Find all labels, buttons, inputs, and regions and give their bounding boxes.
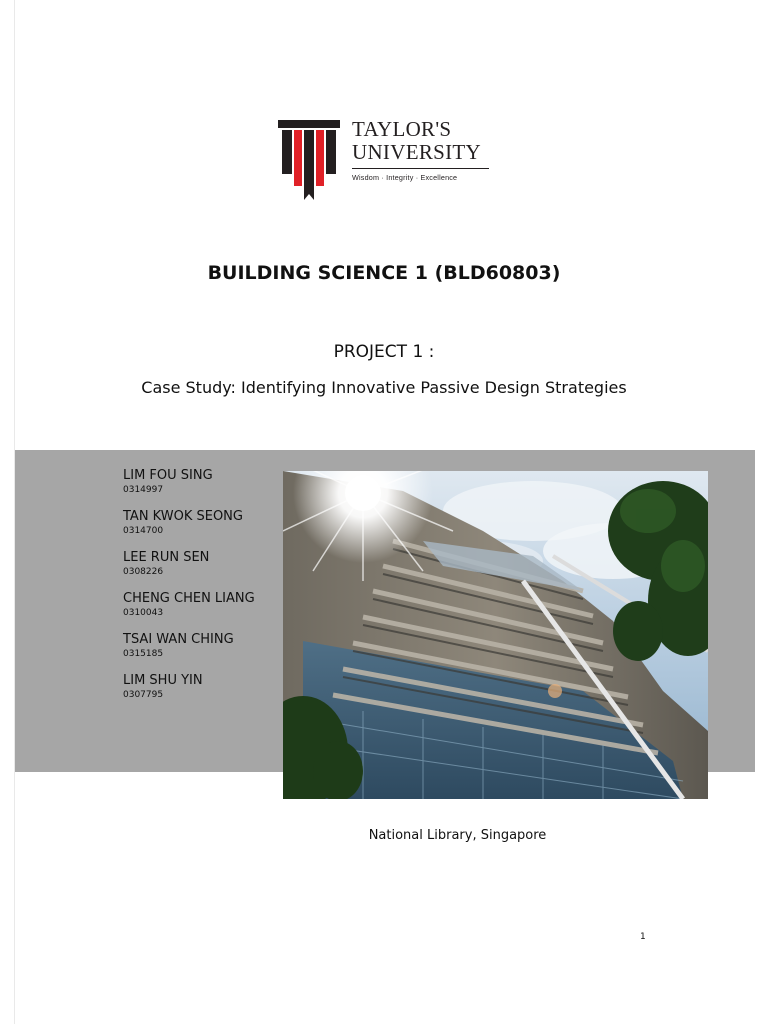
university-logo bbox=[278, 118, 493, 200]
member-list bbox=[123, 468, 283, 714]
member-item bbox=[123, 673, 283, 701]
photo-caption: National Library, Singapore bbox=[368, 828, 547, 843]
member-name: CHENG CHEN LIANG bbox=[123, 591, 255, 606]
page-number: 1 bbox=[640, 932, 646, 942]
building-photo bbox=[283, 471, 708, 799]
logo-tagline: Wisdom · Integrity · Excellence bbox=[352, 173, 458, 182]
project-title: PROJECT 1 : bbox=[333, 342, 435, 362]
member-id: 0307795 bbox=[123, 690, 164, 700]
member-name: LIM SHU YIN bbox=[123, 673, 203, 688]
member-name: TAN KWOK SEONG bbox=[123, 509, 243, 524]
member-id: 0314997 bbox=[123, 485, 164, 495]
member-name: TSAI WAN CHING bbox=[123, 632, 234, 647]
project-subtitle: Case Study: Identifying Innovative Passive Design Strategies bbox=[141, 378, 627, 397]
member-id: 0308226 bbox=[123, 567, 164, 577]
building-photo-illustration bbox=[283, 471, 708, 799]
member-item bbox=[123, 468, 283, 496]
member-name: LEE RUN SEN bbox=[123, 550, 210, 565]
logo-mark-icon bbox=[278, 118, 340, 200]
logo-line-2: UNIVERSITY bbox=[352, 140, 481, 164]
logo-line-1: TAYLOR'S bbox=[352, 117, 452, 141]
member-item bbox=[123, 591, 283, 619]
logo-rule bbox=[352, 168, 489, 169]
member-id: 0310043 bbox=[123, 608, 164, 618]
course-title: BUILDING SCIENCE 1 (BLD60803) bbox=[207, 262, 561, 284]
member-item bbox=[123, 509, 283, 537]
member-id: 0315185 bbox=[123, 649, 164, 659]
member-item bbox=[123, 632, 283, 660]
member-item bbox=[123, 550, 283, 578]
member-name: LIM FOU SING bbox=[123, 468, 213, 483]
member-id: 0314700 bbox=[123, 526, 164, 536]
logo-wordmark bbox=[352, 118, 481, 164]
